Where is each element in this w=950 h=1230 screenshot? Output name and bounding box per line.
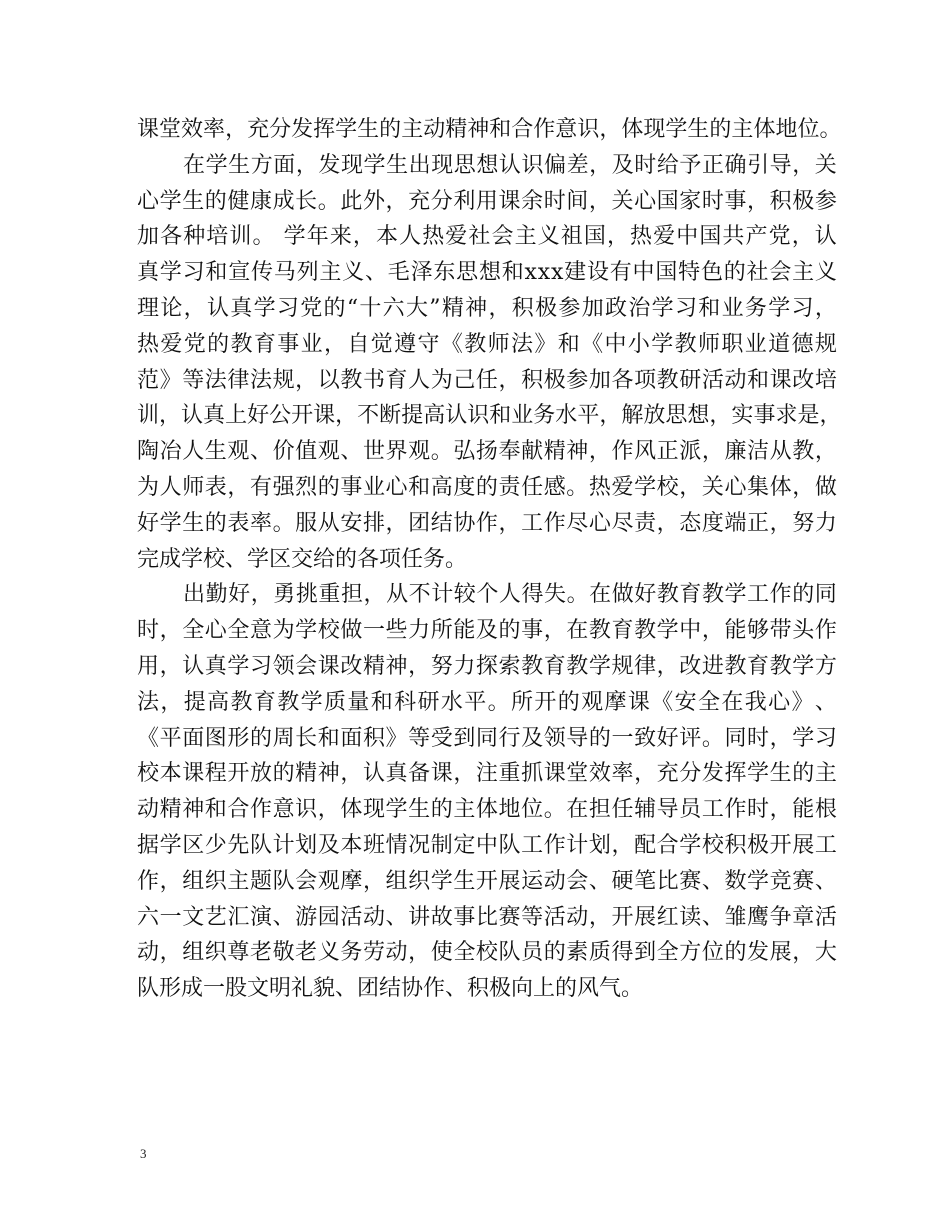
text-line: 作 ， 组 织 主 题 队 会 观 摩 ， 组 织 学 生 开 展 运 动 会 、 硬 笔 比 赛 、 数 学 竞 赛 、: [137, 868, 837, 894]
text-line: 动 精 神 和 合 作 意 识 ， 体 现 学 生 的 主 体 地 位 。 在 担 任 辅 导 员 工 作 时 ， 能 根: [137, 797, 837, 823]
text-line: 法 ， 提 高 教 育 教 学 质 量 和 科 研 水 平 。 所 开 的 观 摩 课 《 安 全 在 我 心 》 、: [137, 689, 837, 715]
text-line: 加 各 种 培 训 。 学 年 来 ， 本 人 热 爱 社 会 主 义 祖 国 ， 热 爱 中 国 共 产 党 ， 认: [137, 224, 837, 250]
text-line: 用 ， 认 真 学 习 领 会 课 改 精 神 ， 努 力 探 索 教 育 教 学 规 律 ， 改 进 教 育 教 学 方: [137, 653, 837, 679]
text-line: 六 一 文 艺 汇 演 、 游 园 活 动 、 讲 故 事 比 赛 等 活 动 ， 开 展 红 读 、 雏 鹰 争 章 活: [137, 904, 837, 930]
page-number: 3: [140, 1146, 147, 1161]
text-line: 好 学 生 的 表 率 。 服 从 安 排 ， 团 结 协 作 ， 工 作 尽 心 尽 责 ， 态 度 端 正 ， 努 力: [137, 510, 837, 536]
paragraph-first-line: 在 学 生 方 面 ， 发 现 学 生 出 现 思 想 认 识 偏 差 ， 及 时 给 予 正 确 引 导 ， 关: [183, 152, 837, 178]
text-line: 据 学 区 少 先 队 计 划 及 本 班 情 况 制 定 中 队 工 作 计 划 ， 配 合 学 校 积 极 开 展 工: [137, 832, 837, 858]
text-line: 课 堂 效 率 ， 充 分 发 挥 学 生 的 主 动 精 神 和 合 作 意 识 ， 体 现 学 生 的 主 体 地 位 。: [137, 117, 842, 142]
paragraph-last-line: 队形成一股文明礼貌、团结协作、积极向上的风气。: [137, 976, 644, 1002]
paragraph-first-line: 出 勤 好 ， 勇 挑 重 担 ， 从 不 计 较 个 人 得 失 。 在 做 好 教 育 教 学 工 作 的 同: [183, 582, 837, 608]
text-line: 真 学 习 和 宣 传 马 列 主 义 、 毛 泽 东 思 想 和 x x x 建 设 有 中 国 特 色 的 社 会 主 义: [137, 260, 837, 286]
text-line: 陶 冶 人 生 观 、 价 值 观 、 世 界 观 。 弘 扬 奉 献 精 神 ， 作 风 正 派 ， 廉 洁 从 教 ，: [137, 439, 837, 465]
text-line: 时 ， 全 心 全 意 为 学 校 做 一 些 力 所 能 及 的 事 ， 在 教 育 教 学 中 ， 能 够 带 头 作: [137, 618, 837, 644]
text-line: 校 本 课 程 开 放 的 精 神 ， 认 真 备 课 ， 注 重 抓 课 堂 效 率 ， 充 分 发 挥 学 生 的 主: [137, 761, 837, 787]
text-line: 热 爱 党 的 教 育 事 业 ， 自 觉 遵 守 《 教 师 法 》 和 《 中 小 学 教 师 职 业 道 德 规: [137, 331, 837, 357]
text-line: 《 平 面 图 形 的 周 长 和 面 积 》 等 受 到 同 行 及 领 导 的 一 致 好 评 。 同 时 ， 学 习: [137, 725, 837, 751]
text-line: 为 人 师 表 ， 有 强 烈 的 事 业 心 和 高 度 的 责 任 感 。 热 爱 学 校 ， 关 心 集 体 ， 做: [137, 474, 837, 500]
text-line: 范 》 等 法 律 法 规 ， 以 教 书 育 人 为 己 任 ， 积 极 参 加 各 项 教 研 活 动 和 课 改 培: [137, 367, 837, 393]
text-line: 理 论 ， 认 真 学 习 党 的 “ 十 六 大 ” 精 神 ， 积 极 参 加 政 治 学 习 和 业 务 学 习 ，: [137, 295, 837, 321]
paragraph-last-line: 完成学校、学区交给的各项任务。: [137, 546, 468, 572]
document-body: [137, 112, 842, 1007]
text-line: 训 ， 认 真 上 好 公 开 课 ， 不 断 提 高 认 识 和 业 务 水 平 ， 解 放 思 想 ， 实 事 求 是 ，: [137, 403, 842, 429]
text-line: 动 ， 组 织 尊 老 敬 老 义 务 劳 动 ， 使 全 校 队 员 的 素 质 得 到 全 方 位 的 发 展 ， 大: [137, 940, 837, 966]
text-line: 心 学 生 的 健 康 成 长 。 此 外 ， 充 分 利 用 课 余 时 间 ， 关 心 国 家 时 事 ， 积 极 参: [137, 188, 837, 214]
